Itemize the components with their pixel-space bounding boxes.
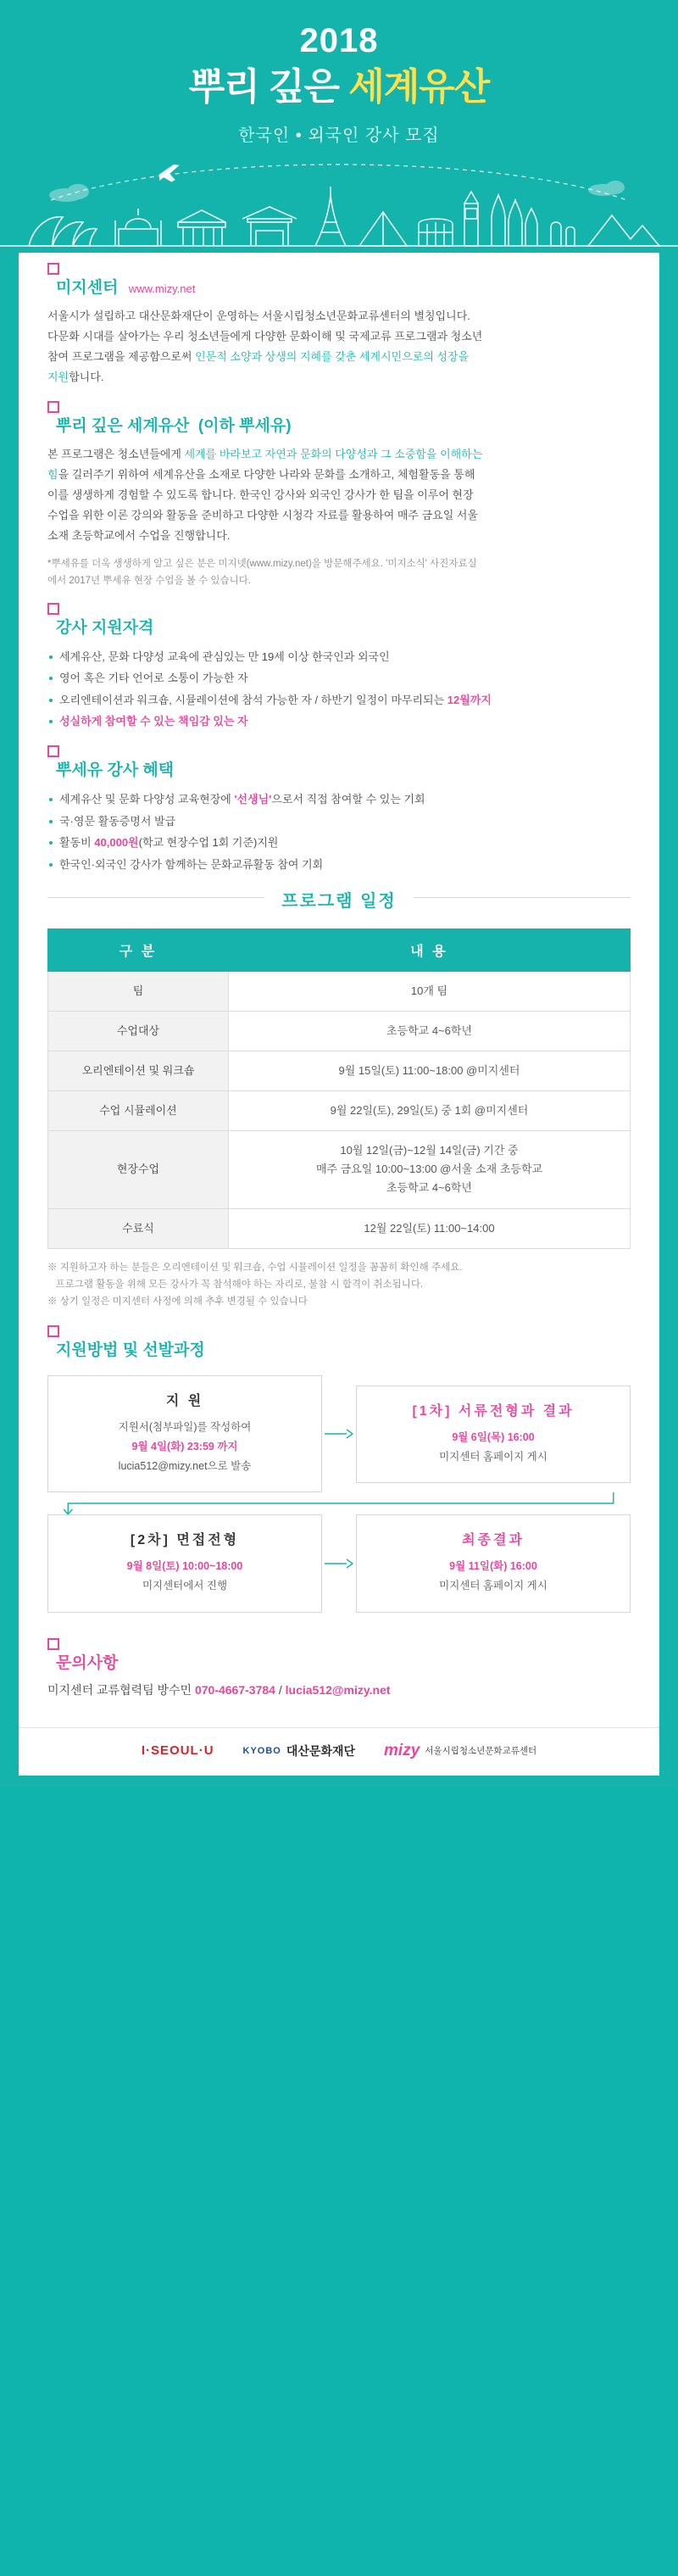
title-main: 뿌리 깊은 (188, 66, 349, 108)
flow-box-line-place: 미지센터 홈페이지 게시 (439, 1450, 547, 1463)
arrow-right-icon (325, 1558, 353, 1569)
arrow-right-icon-2 (322, 1558, 356, 1569)
list-item: 활동비 40,000원(학교 현장수업 1회 기준)지원 (47, 832, 631, 853)
world-landmarks-skyline-illustration (0, 151, 678, 253)
flow-box-title: 최종결과 (462, 1533, 525, 1548)
table-note-line: ※ 상기 일정은 미지센터 사정에 의해 추후 변경될 수 있습니다 (47, 1296, 308, 1307)
table-row (48, 1011, 631, 1051)
poster-header (0, 0, 678, 146)
table-cell-value: 12월 22일(토) 11:00~14:00 (228, 1208, 630, 1248)
flow-box-line-email: lucia512@mizy.net으로 발송 (118, 1460, 252, 1473)
flow-box-title: 지 원 (165, 1393, 204, 1408)
flow-box-title: [1차] 서류전형과 결과 (412, 1403, 575, 1419)
heritage-note-line-1: *뿌세유를 더욱 생생하게 알고 싶은 분은 미지넷(www.mizy.net)을 방문해주세요. '미지소식' 사진자료실 (47, 559, 477, 570)
daesan-logo-text: 대산문화재단 (286, 1743, 356, 1758)
list-item: 세계유산, 문화 다양성 교육에 관심있는 만 19세 이상 한국인과 외국인 (47, 646, 631, 667)
table-row (48, 1051, 631, 1091)
heritage-line-5: 소재 초등학교에서 수업을 진행합니다. (47, 528, 231, 542)
flow-box-line-date: 9월 6일(목) 16:00 (452, 1430, 535, 1443)
table-row (48, 1208, 631, 1248)
list-item: 영어 혹은 기타 언어로 소통이 가능한 자 (47, 667, 631, 689)
table-header-cell: 내 용 (228, 928, 630, 971)
program-schedule-banner (47, 887, 631, 912)
seoul-logo-text: I·SEOUL·U (141, 1743, 214, 1759)
mizy-logo-text: mizy (384, 1741, 420, 1759)
flow-box-document-screening (356, 1386, 631, 1483)
mizy-body-line-1: 서울시가 설립하고 대산문화재단이 운영하는 서울시립청소년문화교류센터의 별칭입니다. (47, 309, 470, 322)
section-contact-heading (47, 1650, 631, 1673)
poster-title (0, 66, 678, 109)
flag-icon (47, 603, 59, 615)
contact-phone[interactable]: 070-4667-3784 (194, 1682, 275, 1697)
table-row (48, 1091, 631, 1131)
flow-box-application (47, 1375, 322, 1492)
logo-seoul (142, 1743, 214, 1758)
qualification-list (47, 646, 631, 732)
table-cell-value: 초등학교 4~6학년 (228, 1011, 630, 1051)
heritage-note-line-2: 에서 2017년 뿌세유 현장 수업을 볼 수 있습니다. (47, 575, 251, 586)
list-item: 세계유산 및 문화 다양성 교육현장에 '선생님'으로서 직접 참여할 수 있는 기회 (47, 789, 631, 810)
table-cell-label: 수료식 (48, 1208, 229, 1248)
flow-box-line-date: 9월 11일(화) 16:00 (449, 1560, 537, 1573)
flow-connector (47, 1492, 631, 1514)
section-benefits-heading (47, 757, 631, 780)
mizy-url[interactable]: www.mizy.net (128, 282, 196, 295)
section-title: 미지센터 (56, 278, 119, 297)
table-note-line: ※ 지원하고자 하는 분들은 오리엔테이션 및 워크숍, 수업 시뮬레이션 일정을 꼼꼼히 확인해 주세요. (47, 1262, 463, 1273)
table-cell-value: 10개 팀 (228, 971, 630, 1011)
section-heritage-heading (47, 413, 631, 436)
mizy-logo-subtext: 서울시립청소년문화교류센터 (425, 1746, 537, 1757)
flow-box-interview (47, 1514, 322, 1612)
heritage-body (47, 444, 631, 546)
table-cell-value: 9월 15일(토) 11:00~18:00 @미지센터 (228, 1051, 630, 1091)
table-cell-label: 팀 (48, 971, 229, 1011)
arrow-elbow-icon (47, 1492, 631, 1514)
section-subnote: (이하 뿌세유) (197, 416, 292, 435)
section-title: 뿌세유 강사 혜택 (56, 761, 175, 780)
section-title: 강사 지원자격 (56, 619, 154, 638)
table-cell-label: 오리엔테이션 및 워크숍 (48, 1051, 229, 1091)
table-row (48, 1131, 631, 1208)
heritage-line-4: 수업을 위한 이론 강의와 활동을 준비하고 다양한 시청각 자료를 활용하여 매주 금요일 서울 (47, 508, 478, 521)
benefits-list (47, 789, 631, 874)
table-header-row (48, 928, 631, 971)
logo-kyobo-daesan (243, 1742, 356, 1759)
contact-email[interactable]: lucia512@mizy.net (285, 1682, 391, 1697)
flag-icon (47, 745, 59, 757)
footer-logos (19, 1727, 659, 1776)
section-title: 지원방법 및 선발과정 (56, 1341, 205, 1359)
flow-box-line-place: 미지센터 홈페이지 게시 (439, 1580, 547, 1592)
table-cell-label: 현장수업 (48, 1131, 229, 1208)
contact-team: 미지센터 교류협력팀 방수민 (47, 1682, 195, 1697)
list-item: 오리엔테이션과 워크숍, 시뮬레이션에 참석 가능한 자 / 하반기 일정이 마무리되는 12월까지 (47, 689, 631, 711)
flag-icon (47, 1325, 59, 1337)
section-title: 문의사항 (56, 1653, 119, 1672)
section-mizy-heading (47, 275, 631, 298)
arrow-right-icon (322, 1429, 356, 1439)
contact-separator: / (275, 1682, 286, 1697)
heritage-line-3: 이를 생생하게 경험할 수 있도록 합니다. 한국인 강사와 외국인 강사가 한 팀을 이루어 현장 (47, 488, 474, 501)
mizy-body-line-2: 다문화 시대를 살아가는 우리 청소년들에게 다양한 문화이해 및 국제교류 프로그램과 청소년 (47, 329, 483, 343)
flow-box-line-place: 미지센터에서 진행 (142, 1580, 228, 1592)
flow-box-final-result (356, 1514, 631, 1612)
title-accent: 세계유산 (348, 66, 490, 108)
mizy-body-line-4: 지원합니다. (47, 370, 104, 383)
program-schedule-title: 프로그램 일정 (264, 887, 413, 912)
table-cell-value: 9월 22일(토), 29일(토) 중 1회 @미지센터 (228, 1091, 630, 1131)
content-card (19, 253, 659, 1727)
poster-year: 2018 (299, 22, 379, 59)
bottom-spacer (0, 1776, 678, 1787)
flow-box-line: 지원서(첨부파일)를 작성하여 (118, 1420, 252, 1433)
table-header-cell: 구 분 (48, 928, 229, 971)
flag-icon (47, 401, 59, 413)
heritage-note (47, 556, 631, 589)
flow-box-line-date: 9월 8일(토) 10:00~18:00 (126, 1560, 243, 1573)
kyobo-logo-text: KYOBO (242, 1745, 281, 1756)
flag-icon (47, 1638, 59, 1650)
selection-flow (47, 1375, 631, 1613)
arrow-right-icon (325, 1429, 353, 1439)
poster-subtitle: 한국인 • 외국인 강사 모집 (238, 125, 440, 145)
list-item: 한국인·외국인 강사가 함께하는 문화교류활동 참여 기회 (47, 854, 631, 875)
table-note-line: 프로그램 활동을 위해 모든 강사가 꼭 참석해야 하는 자리로, 불참 시 합격이 취소됩니다. (47, 1279, 424, 1290)
table-row (48, 971, 631, 1011)
logo-mizy (384, 1742, 536, 1760)
heritage-line-2: 힘을 길러주기 위하여 세계유산을 소재로 다양한 나라와 문화를 소개하고, 체험활동을 통해 (47, 467, 475, 481)
section-qualification-heading (47, 615, 631, 638)
program-schedule-table (47, 928, 631, 1249)
mizy-body (47, 306, 631, 388)
contact-info (47, 1681, 631, 1698)
table-cell-value: 10월 12일(금)~12월 14일(금) 기간 중 매주 금요일 10:00~13:00 @서울 소재 초등학교 초등학교 4~6학년 (228, 1131, 630, 1208)
flow-box-title: [2차] 면접전형 (130, 1533, 240, 1548)
table-cell-label: 수업 시뮬레이션 (48, 1091, 229, 1131)
list-item: 성실하게 참여할 수 있는 책임감 있는 자 (47, 711, 631, 732)
table-cell-label: 수업대상 (48, 1011, 229, 1051)
section-title: 뿌리 깊은 세계유산 (56, 416, 190, 435)
section-apply-heading (47, 1337, 631, 1360)
mizy-body-line-3: 참여 프로그램을 제공함으로써 인문적 소양과 상생의 지혜를 갖춘 세계시민으로의 성장을 (47, 349, 470, 363)
table-notes (47, 1259, 631, 1310)
heritage-line-1: 본 프로그램은 청소년들에게 세계를 바라보고 자연과 문화의 다양성과 그 소중함을 이해하는 (47, 447, 483, 460)
flag-icon (47, 263, 59, 275)
flow-box-line-deadline: 9월 4일(화) 23:59 까지 (131, 1441, 238, 1453)
list-item: 국·영문 활동증명서 발급 (47, 811, 631, 832)
